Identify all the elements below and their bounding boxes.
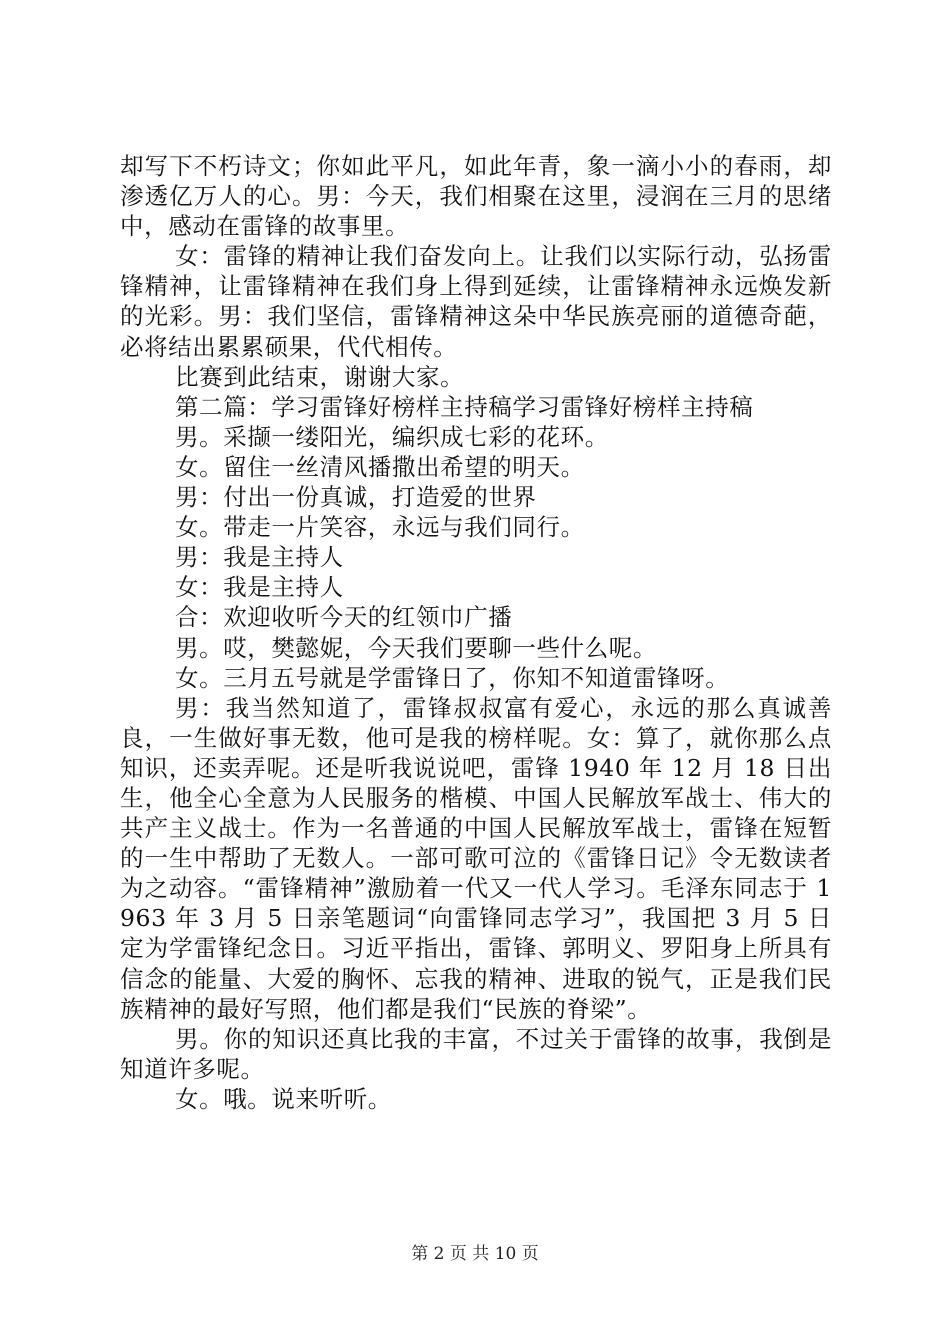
paragraph: 女。留住一丝清风播撒出希望的明天。	[175, 452, 585, 481]
paragraph: 男：付出一份真诚，打造爱的世界	[175, 483, 537, 512]
paragraph: 男。哎，樊懿妮，今天我们要聊一些什么呢。	[175, 633, 657, 662]
paragraph: 男：我是主持人	[175, 543, 344, 572]
paragraph: 女：我是主持人	[175, 573, 344, 602]
paragraph: 男：我当然知道了，雷锋叔叔富有爱心，永远的那么真诚善良，一生做好事无数，他可是我的榜样呢。女：算了，就你那么点知识，还卖弄呢。还是听我说说吧，雷锋 1940 年 12 月 18 日出生，他全心全意为人民服务的楷模、中国人民解放军战士、伟大的共产主义战士。作为一名普通的中国人民解放军战士，雷锋在短暂的一生中帮助了无数人。一部可歌可泣的《雷锋日记》令无数读者为之动容。“雷锋精神”激励着一代又一代人学习。毛泽东同志于 1963 年 3 月 5 日亲笔题词“向雷锋同志学习”，我国把 3 月 5 日定为学雷锋纪念日。习近平指出，雷锋、郭明义、罗阳身上所具有信念的能量、大爱的胸怀、忘我的精神、进取的锐气，正是我们民族精神的最好写照，他们都是我们“民族的脊梁”。	[120, 693, 832, 1023]
paragraph: 女。哦。说来听听。	[175, 1084, 392, 1113]
paragraph: 第二篇：学习雷锋好榜样主持稿学习雷锋好榜样主持稿	[175, 392, 754, 421]
paragraph: 男。你的知识还真比我的丰富，不过关于雷锋的故事，我倒是知道许多呢。	[120, 1024, 832, 1083]
page-number-footer: 第 2 页 共 10 页	[411, 1244, 539, 1264]
paragraph: 男。采撷一缕阳光，编织成七彩的花环。	[175, 422, 609, 451]
paragraph: 女。三月五号就是学雷锋日了，你知不知道雷锋呀。	[175, 663, 730, 692]
paragraph: 女：雷锋的精神让我们奋发向上。让我们以实际行动，弘扬雷锋精神，让雷锋精神在我们身上得到延续，让雷锋精神永远焕发新的光彩。男：我们坚信，雷锋精神这朵中华民族亮丽的道德奇葩，必将结出累累硕果，代代相传。	[120, 242, 832, 361]
paragraph: 比赛到此结束，谢谢大家。	[175, 362, 465, 391]
paragraph: 却写下不朽诗文；你如此平凡，如此年青，象一滴小小的春雨，却渗透亿万人的心。男：今天，我们相聚在这里，浸润在三月的思绪中，感动在雷锋的故事里。	[120, 152, 832, 241]
paragraph: 合：欢迎收听今天的红领巾广播	[175, 603, 513, 632]
document-body	[120, 151, 832, 1114]
paragraph: 女。带走一片笑容，永远与我们同行。	[175, 513, 585, 542]
